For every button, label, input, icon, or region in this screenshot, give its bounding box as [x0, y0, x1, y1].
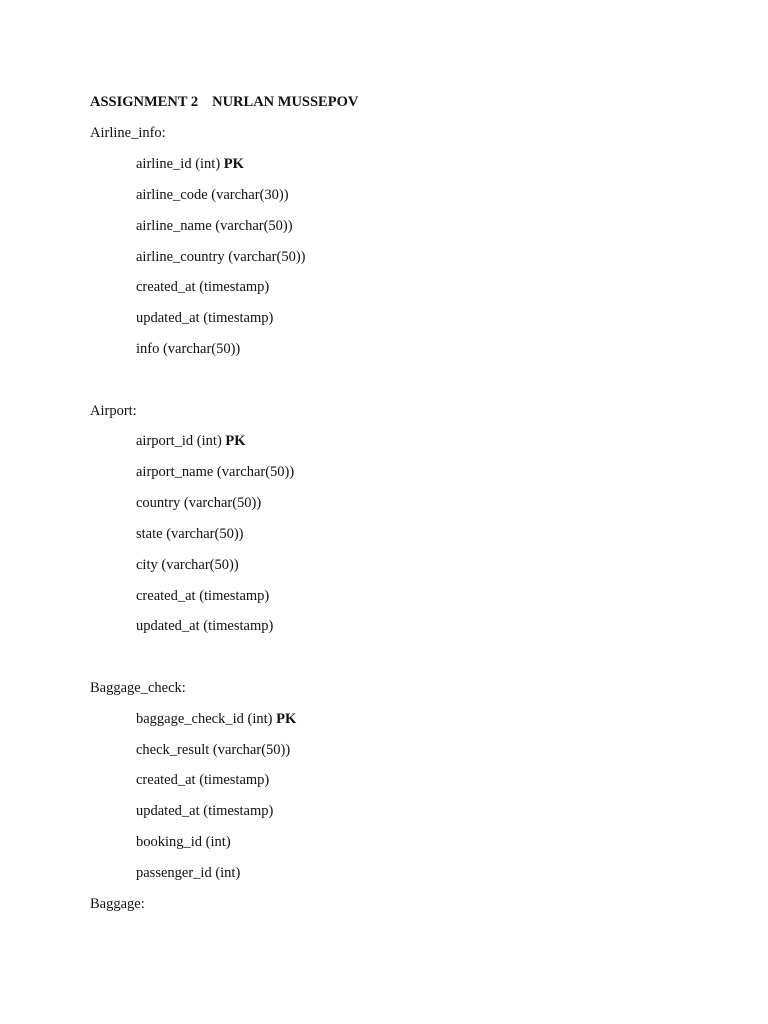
field-line: created_at (timestamp) — [136, 588, 270, 604]
field-line — [136, 709, 296, 729]
field-line: updated_at (timestamp) — [136, 310, 274, 326]
primary-key-marker: PK — [276, 711, 297, 727]
field-line: state (varchar(50)) — [136, 526, 244, 542]
field-line: airport_name (varchar(50)) — [136, 464, 295, 480]
document-title — [90, 92, 358, 112]
field-line: passenger_id (int) — [136, 865, 241, 881]
primary-key-marker: PK — [225, 433, 246, 449]
field-line: info (varchar(50)) — [136, 341, 241, 357]
field-text: airline_id (int) — [136, 156, 221, 172]
field-line: created_at (timestamp) — [136, 772, 270, 788]
field-line: updated_at (timestamp) — [136, 803, 274, 819]
field-text: airport_id (int) — [136, 433, 222, 449]
field-line: check_result (varchar(50)) — [136, 742, 291, 758]
table-heading-baggage-check: Baggage_check: — [90, 680, 186, 696]
field-line: airline_code (varchar(30)) — [136, 187, 289, 203]
table-heading-airport: Airport: — [90, 403, 137, 419]
field-text: baggage_check_id (int) — [136, 711, 273, 727]
field-line: airline_name (varchar(50)) — [136, 218, 293, 234]
field-line: country (varchar(50)) — [136, 495, 262, 511]
field-line: airline_country (varchar(50)) — [136, 249, 306, 265]
field-line — [136, 154, 244, 174]
field-line: booking_id (int) — [136, 834, 231, 850]
field-line: updated_at (timestamp) — [136, 618, 274, 634]
field-line: city (varchar(50)) — [136, 557, 239, 573]
primary-key-marker: PK — [223, 156, 244, 172]
field-line: created_at (timestamp) — [136, 279, 270, 295]
assignment-label: ASSIGNMENT 2 — [90, 94, 199, 110]
table-heading-airline-info: Airline_info: — [90, 125, 166, 141]
author-name: NURLAN MUSSEPOV — [212, 94, 359, 110]
field-line — [136, 431, 246, 451]
table-heading-baggage: Baggage: — [90, 896, 145, 912]
